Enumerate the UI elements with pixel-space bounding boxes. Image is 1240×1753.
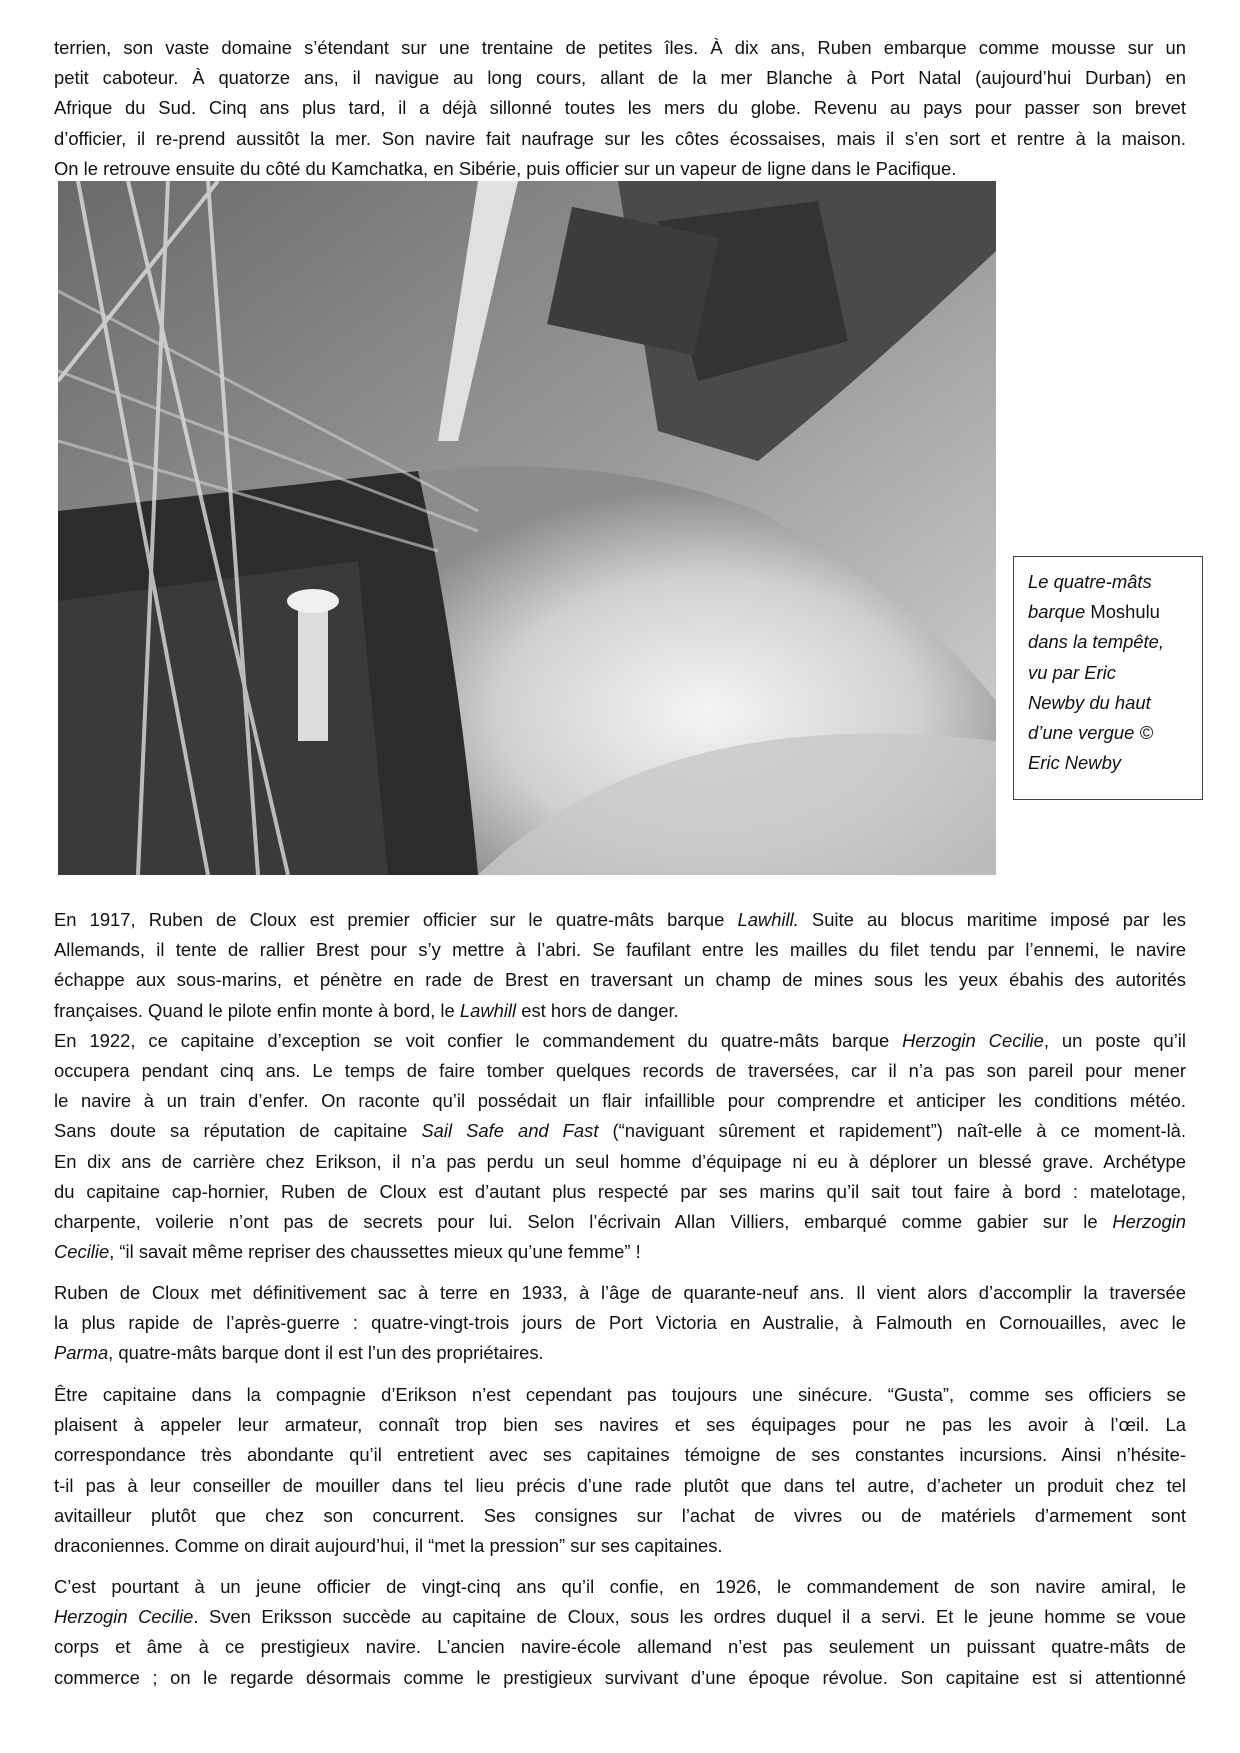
caption-line: barque Moshulu <box>1028 601 1160 623</box>
text-line: Allemands, il tente de rallier Brest pour s’y mettre à l’abri. Se faufilant entre les mailles du filet tendu par l’ennemi, le navire <box>54 939 1186 961</box>
caption-line: Eric Newby <box>1028 752 1121 774</box>
text-line: draconiennes. Comme on dirait aujourd’hui, il “met la pression” sur ses capitaines. <box>54 1535 723 1557</box>
text-line: terrien, son vaste domaine s’étendant sur une trentaine de petites îles. À dix ans, Ruben embarque comme mousse sur un <box>54 37 1186 58</box>
paragraph-1933 <box>54 1278 1186 1369</box>
text-line: la plus rapide de l’après-guerre : quatre-vingt-trois jours de Port Victoria en Australie, à Falmouth en Cornouailles, avec le <box>54 1312 1186 1334</box>
photo-caption-box <box>1013 556 1203 800</box>
caption-line: dans la tempête, <box>1028 631 1164 653</box>
text-line: On le retrouve ensuite du côté du Kamchatka, en Sibérie, puis officier sur un vapeur de ligne dans le Pacifique. <box>54 157 957 179</box>
text-line: En 1917, Ruben de Cloux est premier officier sur le quatre-mâts barque Lawhill. Suite au blocus maritime imposé par les <box>54 909 1186 930</box>
text-line: du capitaine cap-hornier, Ruben de Cloux est d’autant plus respecté par ses marins qu’il sait tout faire à bord : matelotage, <box>54 1180 1186 1202</box>
text-line: C’est pourtant à un jeune officier de vingt-cinq ans qu’il confie, en 1926, le commandement de son navire amiral, le <box>54 1576 1186 1597</box>
text-line: corps et âme à ce prestigieux navire. L’ancien navire-école allemand n’est pas seulement un puissant quatre-mâts de <box>54 1636 1186 1658</box>
text-line: échappe aux sous-marins, et pénètre en rade de Brest en traversant un champ de mines sous les yeux ébahis des autorités <box>54 969 1186 991</box>
text-line: En 1922, ce capitaine d’exception se voit confier le commandement du quatre-mâts barque Herzogin Cecilie, un poste qu’il <box>54 1029 1186 1051</box>
text-line: d’officier, il re-prend aussitôt la mer. Son navire fait naufrage sur les côtes écossaises, mais il s’en sort et rentre à la maison. <box>54 127 1186 149</box>
text-line: correspondance très abondante qu’il entretient avec ses capitaines témoigne de ses constantes incursions. Ainsi n’hésite- <box>54 1444 1186 1466</box>
text-line: t-il pas à leur conseiller de mouiller dans tel lieu précis d’une rade plutôt que dans tel autre, d’acheter un produit chez tel <box>54 1474 1186 1496</box>
caption-line: vu par Eric <box>1028 661 1116 683</box>
paragraph-gusta <box>54 1380 1186 1561</box>
paragraph-intro <box>54 33 1186 184</box>
text-line: commerce ; on le regarde désormais comme le prestigieux survivant d’une époque révolue. Son capitaine est si attentionné <box>54 1666 1186 1688</box>
text-line: Afrique du Sud. Cinq ans plus tard, il a déjà sillonné toutes les mers du globe. Revenu au pays pour passer son brevet <box>54 97 1186 119</box>
paragraph-1917 <box>54 905 1186 1267</box>
text-line: Parma, quatre-mâts barque dont il est l’un des propriétaires. <box>54 1342 544 1364</box>
text-line: petit caboteur. À quatorze ans, il navigue au long cours, allant de la mer Blanche à Port Natal (aujourd’hui Durban) en <box>54 67 1186 89</box>
photo-illustration <box>58 181 996 875</box>
text-line: En dix ans de carrière chez Erikson, il n’a pas perdu un seul homme d’équipage ni eu à déplorer un blessé grave. Archétype <box>54 1150 1186 1172</box>
text-line: françaises. Quand le pilote enfin monte à bord, le Lawhill est hors de danger. <box>54 999 679 1021</box>
text-line: Sans doute sa réputation de capitaine Sail Safe and Fast (“naviguant sûrement et rapidement”) naît-elle à ce moment-là. <box>54 1120 1187 1142</box>
text-line: avitailleur plutôt que chez son concurrent. Ses consignes sur l’achat de vivres ou de matériels d’armement sont <box>54 1504 1186 1526</box>
text-line: occupera pendant cinq ans. Le temps de faire tomber quelques records de traversées, car il n’a pas son pareil pour mener <box>54 1060 1186 1082</box>
text-line: Être capitaine dans la compagnie d’Erikson n’est cependant pas toujours une sinécure. “Gusta”, comme ses officiers se <box>54 1384 1186 1405</box>
text-line: Herzogin Cecilie. Sven Eriksson succède au capitaine de Cloux, sous les ordres duquel il a servi. Et le jeune homme se voue <box>54 1606 1186 1628</box>
text-line: Ruben de Cloux met définitivement sac à terre en 1933, à l’âge de quarante-neuf ans. Il vient alors d’accomplir la traversée <box>54 1282 1186 1303</box>
text-line: charpente, voilerie n’ont pas de secrets pour lui. Selon l’écrivain Allan Villiers, embarqué comme gabier sur le Herzogin <box>54 1211 1186 1233</box>
caption-line: Newby du haut <box>1028 691 1151 713</box>
caption-line: Le quatre-mâts <box>1028 571 1152 592</box>
paragraph-eriksson <box>54 1572 1186 1693</box>
ship-storm-photo <box>58 181 996 875</box>
caption-line: d’une vergue © <box>1028 722 1153 744</box>
text-line: le navire à un train d’enfer. On raconte qu’il possédait un flair infaillible pour comprendre et anticiper les conditions météo. <box>54 1090 1186 1112</box>
text-line: plaisent à appeler leur armateur, connaît trop bien ses navires et ses équipages pour ne pas les avoir à l’œil. La <box>54 1414 1186 1436</box>
text-line: Cecilie, “il savait même repriser des chaussettes mieux qu’une femme” ! <box>54 1241 641 1263</box>
